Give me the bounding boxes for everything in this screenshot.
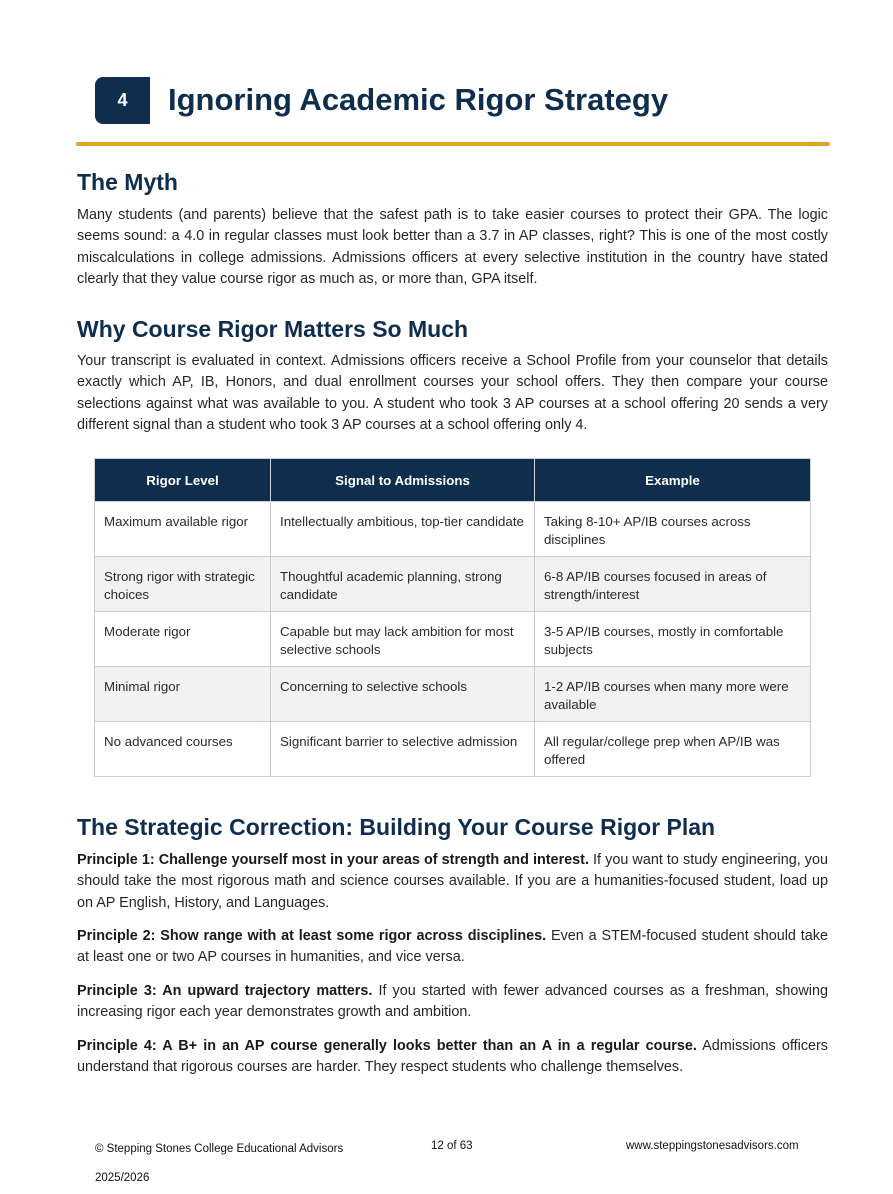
cell-text: Significant barrier to selective admission	[280, 734, 518, 749]
table-cell	[535, 502, 811, 557]
column-header: Signal to Admissions	[271, 459, 535, 502]
principle-lead: Principle 3: An upward trajectory matters.	[77, 983, 373, 999]
cell-text: All regular/college prep when AP/IB was offered	[544, 734, 780, 767]
myth-heading: The Myth	[77, 169, 178, 195]
cell-text: No advanced courses	[104, 734, 233, 749]
footer-copyright: © Stepping Stones College Educational Advisors	[95, 1143, 344, 1155]
table-row	[95, 612, 811, 667]
table-cell	[271, 722, 535, 777]
table-cell	[535, 722, 811, 777]
why-heading: Why Course Rigor Matters So Much	[77, 316, 469, 342]
cell-text: Strong rigor with strategic choices	[104, 569, 255, 602]
table-cell	[271, 557, 535, 612]
cell-text: Thoughtful academic planning, strong candidate	[280, 569, 502, 602]
principle-2-paragraph	[77, 926, 828, 969]
table-cell	[535, 557, 811, 612]
table-cell	[271, 612, 535, 667]
cell-text: Capable but may lack ambition for most selective schools	[280, 624, 514, 657]
table-row	[95, 557, 811, 612]
cell-text: Maximum available rigor	[104, 514, 249, 529]
cell-text: Intellectually ambitious, top-tier candidate	[280, 514, 524, 529]
cell-text: Moderate rigor	[104, 624, 191, 639]
principle-1-paragraph	[77, 850, 828, 914]
table-cell	[271, 502, 535, 557]
table-cell	[535, 667, 811, 722]
table-row	[95, 667, 811, 722]
table-cell	[95, 557, 271, 612]
principle-lead: Principle 1: Challenge yourself most in your areas of strength and interest.	[77, 852, 589, 868]
chapter-title: Ignoring Academic Rigor Strategy	[168, 82, 669, 117]
table-cell	[271, 667, 535, 722]
table-row	[95, 502, 811, 557]
principle-lead: Principle 4: A B+ in an AP course generally looks better than an A in a regular course.	[77, 1038, 697, 1054]
cell-text: Concerning to selective schools	[280, 679, 467, 694]
cell-text: 3-5 AP/IB courses, mostly in comfortable subjects	[544, 624, 784, 657]
footer-year: 2025/2026	[95, 1172, 150, 1184]
cell-text: Minimal rigor	[104, 679, 181, 694]
principle-text: If you want to study engineering, you should take the most rigorous math and science courses available. If you are a humanities-focused student, load up on AP English, History, and Languages.	[77, 852, 828, 911]
correction-heading: The Strategic Correction: Building Your Course Rigor Plan	[77, 814, 716, 840]
principle-text: If you started with fewer advanced courses as a freshman, showing increasing rigor each year demonstrates growth and ambition.	[77, 983, 828, 1021]
chapter-number-badge: 4	[95, 77, 150, 124]
title-divider	[76, 142, 830, 146]
table-cell	[95, 612, 271, 667]
table-cell	[95, 502, 271, 557]
footer-page-number: 12 of 63	[431, 1140, 473, 1152]
principle-text: Admissions officers understand that rigorous courses are harder. They respect students who challenge themselves.	[77, 1038, 829, 1076]
principle-lead: Principle 2: Show range with at least some rigor across disciplines.	[77, 928, 547, 944]
myth-paragraph: Many students (and parents) believe that the safest path is to take easier courses to protect their GPA. The logic seems sound: a 4.0 in regular classes must look better than a 3.7 in AP classes, right? This is one of the most costly miscalculations in college admissions. Admissions officers at every selective institution in the country have stated clearly that they value course rigor as much as, or more than, GPA itself.	[77, 207, 828, 287]
table-header-row	[95, 459, 811, 502]
column-header: Rigor Level	[95, 459, 271, 502]
table-cell	[95, 722, 271, 777]
cell-text: 6-8 AP/IB courses focused in areas of strength/interest	[544, 569, 767, 602]
rigor-table	[94, 458, 811, 777]
why-paragraph: Your transcript is evaluated in context. Admissions officers receive a School Profile from your counselor that details exactly which AP, IB, Honors, and dual enrollment courses your school offers. They then compare your course selections against what was available to you. A student who took 3 AP courses at a school offering 20 sends a very different signal than a student who took 3 AP courses at a school offering only 4.	[77, 353, 828, 433]
cell-text: Taking 8-10+ AP/IB courses across disciplines	[544, 514, 751, 547]
table-cell	[95, 667, 271, 722]
table-cell	[535, 612, 811, 667]
column-header: Example	[535, 459, 811, 502]
principle-text: Even a STEM-focused student should take at least one or two AP courses in humanities, and vice versa.	[77, 928, 828, 966]
principle-4-paragraph	[77, 1036, 828, 1079]
principle-3-paragraph	[77, 981, 828, 1024]
cell-text: 1-2 AP/IB courses when many more were available	[544, 679, 789, 712]
table-row	[95, 722, 811, 777]
footer-website: www.steppingstonesadvisors.com	[626, 1140, 799, 1152]
